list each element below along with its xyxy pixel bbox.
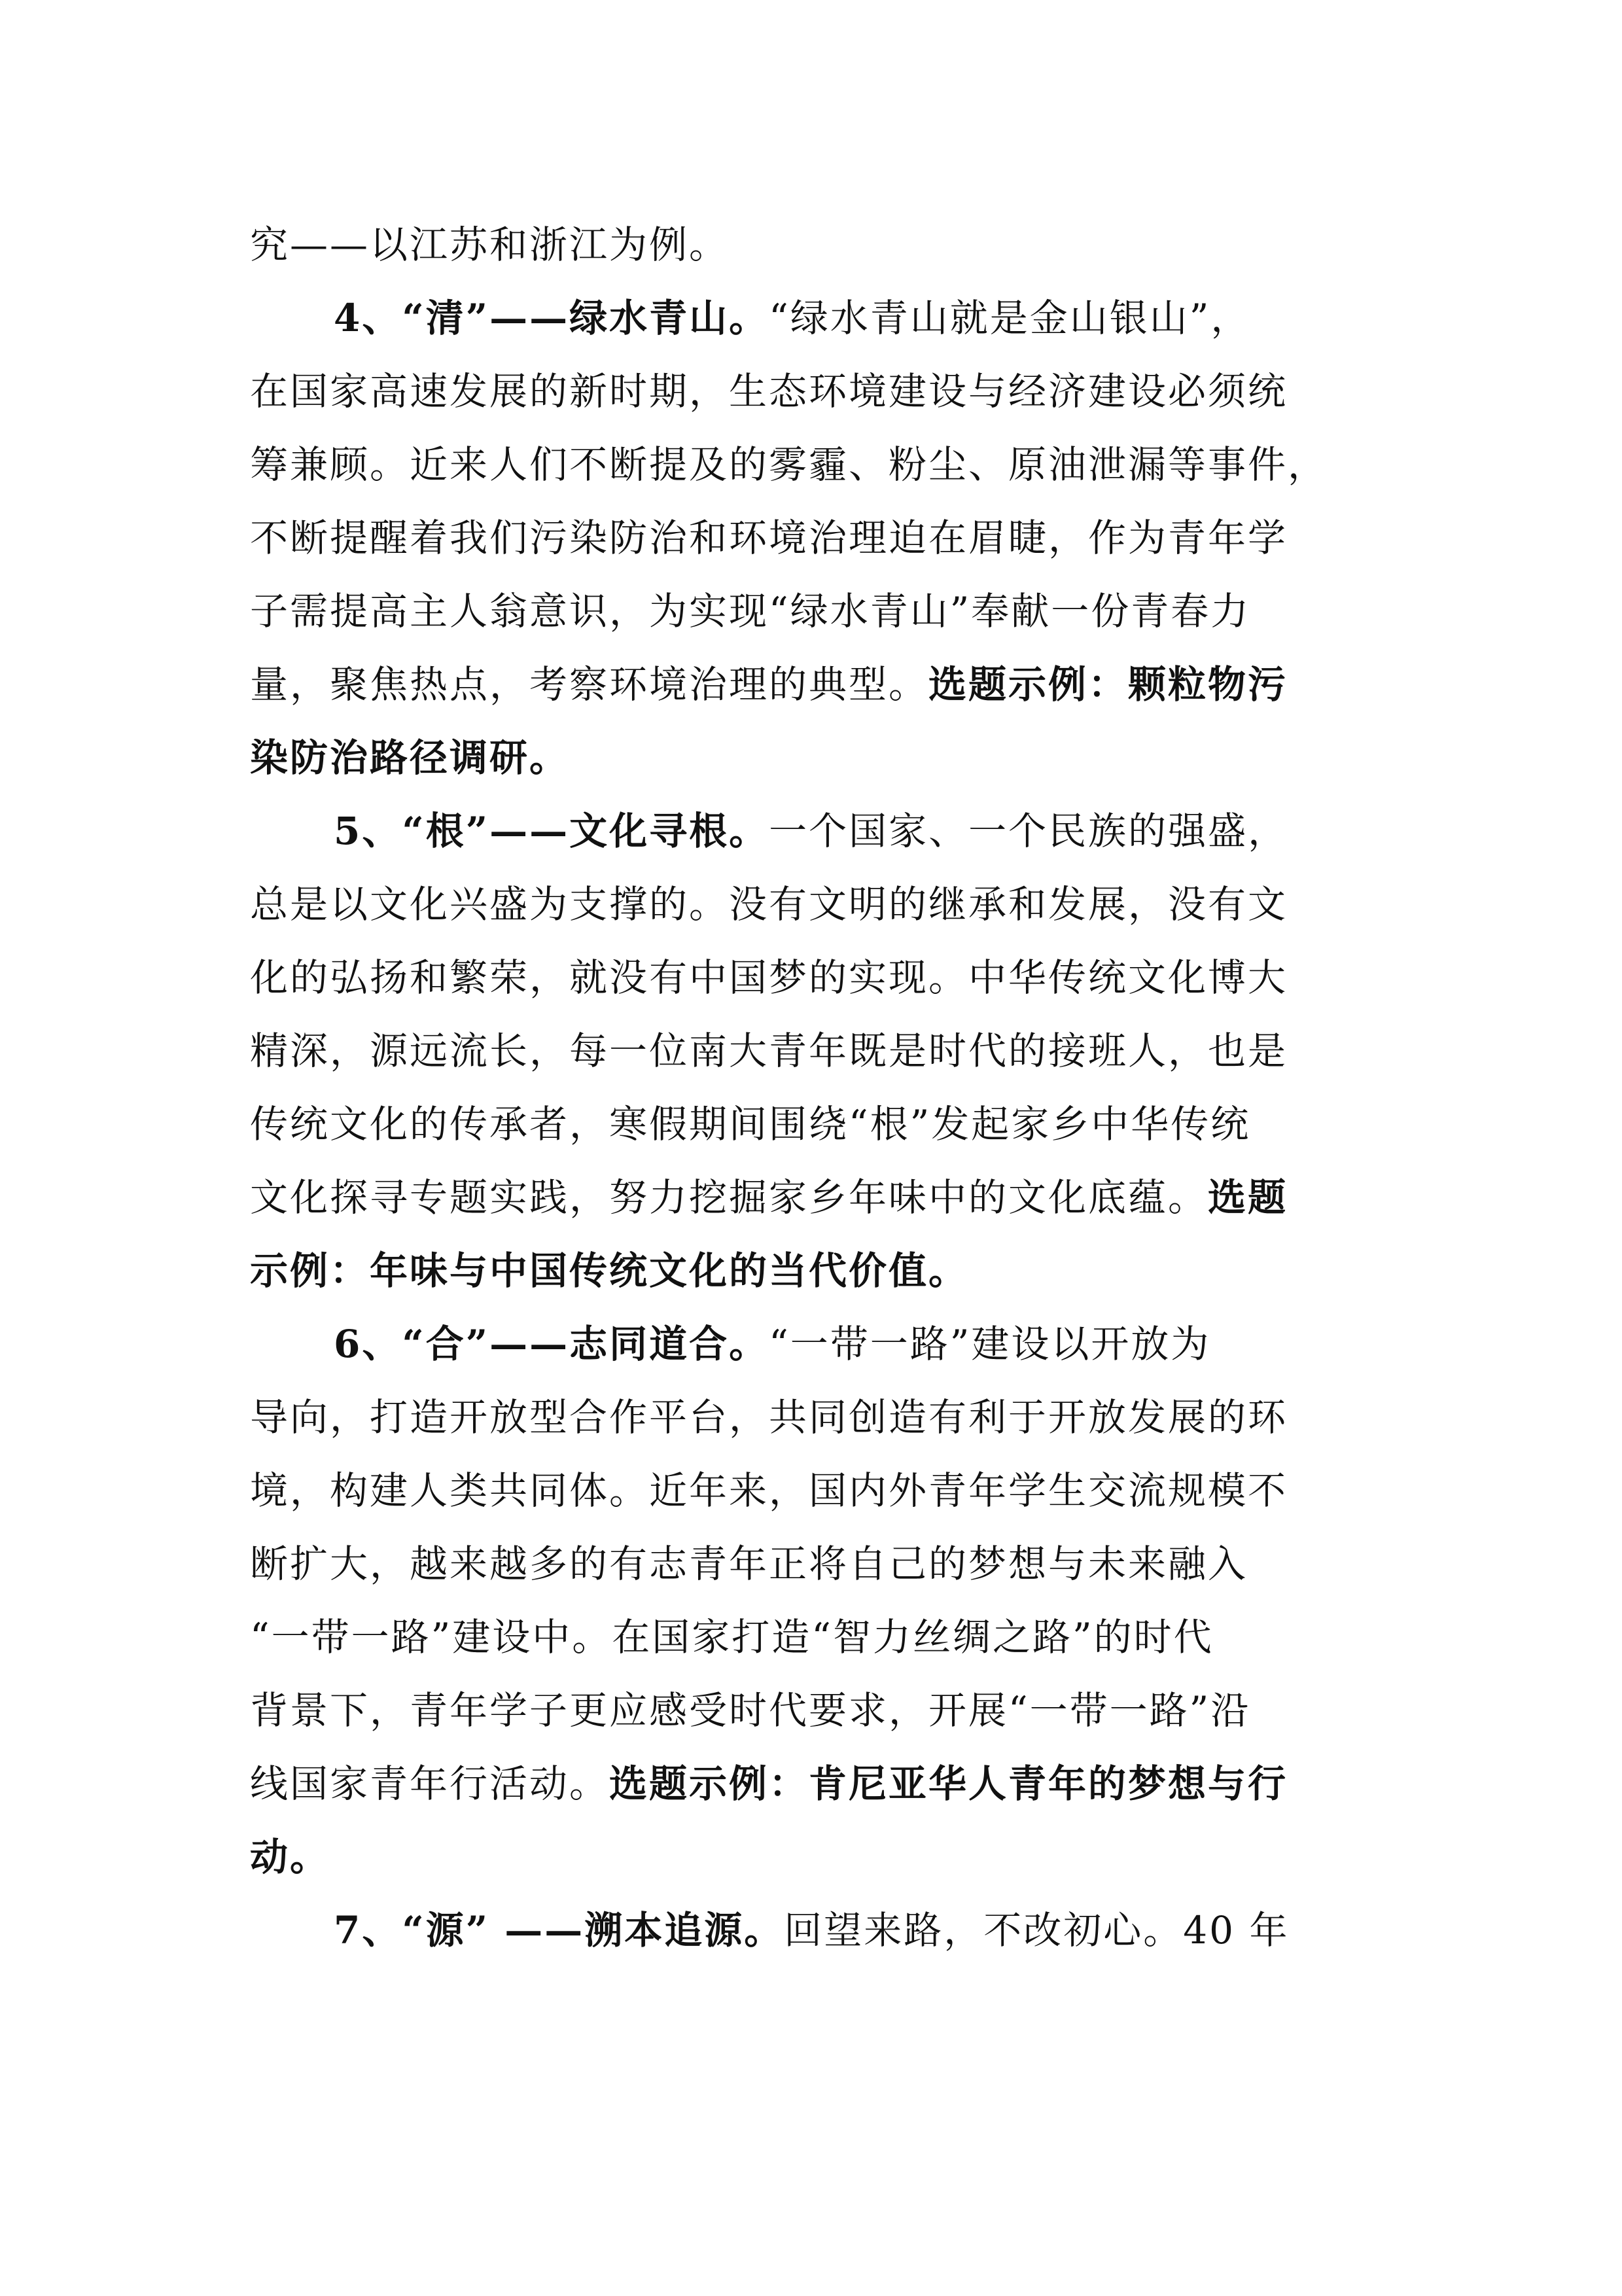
- paragraph-4: 4、“清”——绿水青山。“绿水青山就是金山银山”， 在国家高速发展的新时期，生态环境建设与经济建设必须统 筹兼顾。近来人们不断提及的雾霾、粉尘、原油泄漏等事件， 不断提醒着我们污染防治和环境治理迫在眉睫，作为青年学 子需提高主人翁意识，为实现“绿水青山”奉献一份青春力 量，聚焦热点，考察环境治理的典型。选题示例：颗粒物污 染防治路径调研。: [250, 296, 1328, 780]
- paragraph-5: 5、“根”——文化寻根。一个国家、一个民族的强盛， 总是以文化兴盛为支撑的。没有文明的继承和发展，没有文 化的弘扬和繁荣，就没有中国梦的实现。中华传统文化博大 精深，源远流长，每一位南大青年既是时代的接班人，也是 传统文化的传承者，寒假期间围绕“根”发起家乡中华传统 文化探寻专题实践，努力挖掘家乡年味中的文化底蕴。选题 示例：年味与中国传统文化的当代价值。: [250, 809, 1288, 1293]
- section-heading-4: 4、“清”——绿水青山。: [334, 296, 769, 340]
- topic-example-5: 选题: [1208, 1175, 1288, 1220]
- section-heading-7: 7、“源” ——溯本追源。: [334, 1908, 785, 1952]
- paragraph-6: 6、“合”——志同道合。“一带一路”建设以开放为 导向，打造开放型合作平台，共同创造有利于开放发展的环 境，构建人类共同体。近年来，国内外青年学生交流规模不 断扩大，越来越多的有志青年正将自己的梦想与未来融入 “一带一路”建设中。在国家打造“智力丝绸之路”的时代 背景下，青年学子更应感受时代要求，开展“一带一路”沿 线国家青年行活动。选题示例：肯尼亚华人青年的梦想与行 动。: [250, 1322, 1288, 1879]
- paragraph-3-tail: 究——以江苏和浙江为例。: [250, 222, 730, 267]
- topic-example-6: 选题示例：肯尼亚华人青年的梦想与行: [609, 1761, 1288, 1806]
- topic-example-4: 选题示例：颗粒物污: [928, 662, 1288, 707]
- section-heading-6: 6、“合”——志同道合。: [334, 1322, 769, 1366]
- paragraph-7: 7、“源” ——溯本追源。回望来路，不改初心。40 年: [334, 1908, 1290, 1952]
- document-page: [250, 208, 1385, 1967]
- section-heading-5: 5、“根”——文化寻根。: [334, 809, 769, 853]
